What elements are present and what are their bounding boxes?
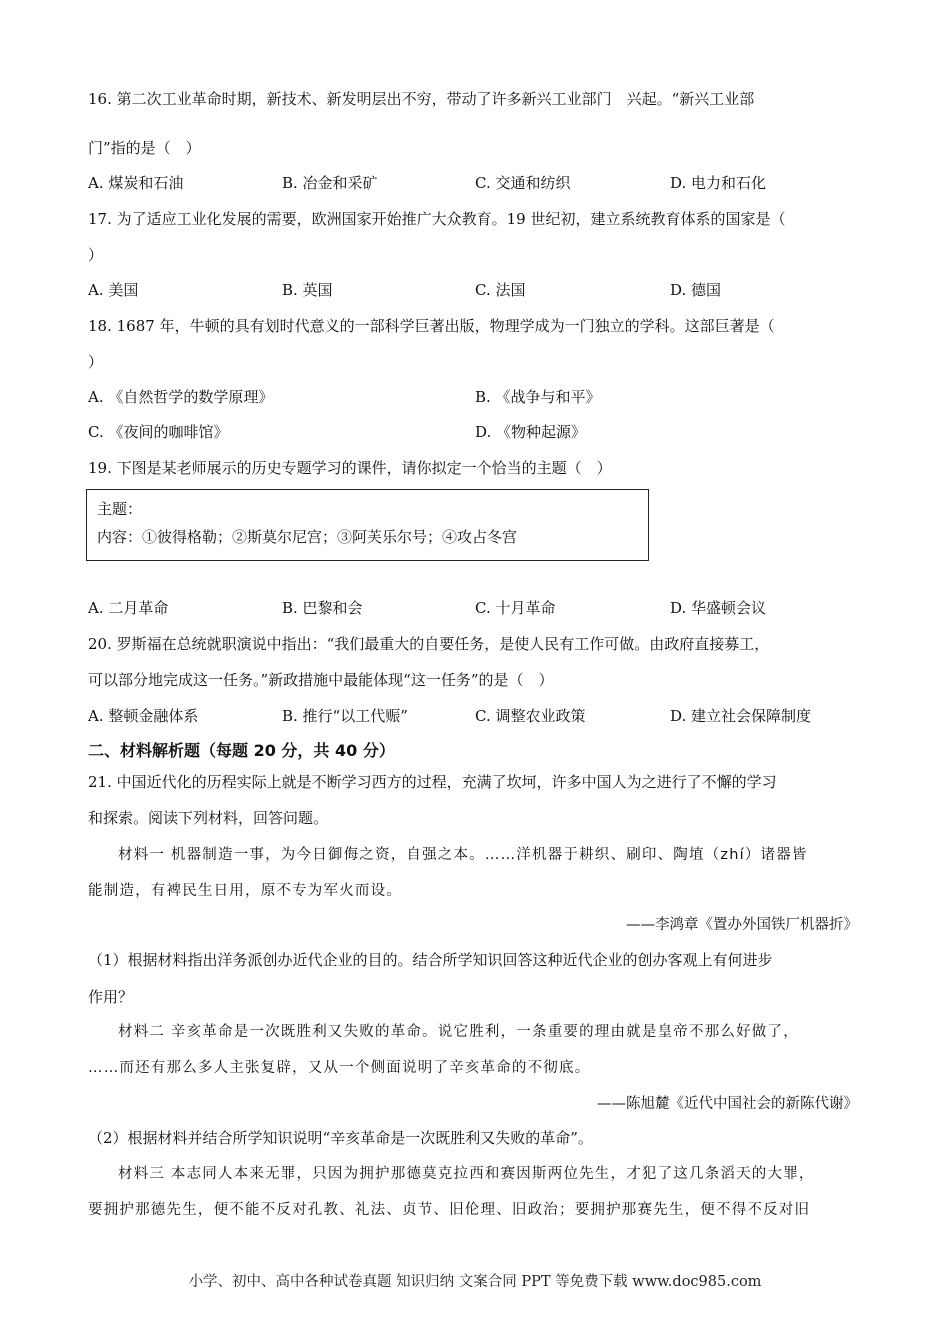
q16-stem-line1: 16. 第二次工业革命时期，新技术、新发明层出不穷，带动了许多新兴工业部门 兴起。“新兴工业部	[88, 90, 755, 108]
q19-box-content: 内容：①彼得格勒；②斯莫尔尼宫；③阿芙乐尔号；④攻占冬宫	[97, 528, 518, 546]
q16-stem-line2: 门”指的是（ ）	[88, 139, 201, 157]
q21-sub2: （2）根据材料并结合所学知识说明“辛亥革命是一次既胜利又失败的革命”。	[88, 1129, 593, 1147]
q21-stem-line2: 和探索。阅读下列材料，回答问题。	[88, 809, 329, 827]
q18-option-d: D. 《物种起源》	[475, 423, 587, 441]
page-footer: 小学、初中、高中各种试卷真题 知识归纳 文案合同 PPT 等免费下载 www.doc985.com	[188, 1274, 762, 1290]
q17-option-d: D. 德国	[670, 281, 722, 299]
q17-stem-line1: 17. 为了适应工业化发展的需要，欧洲国家开始推广大众教育。19 世纪初，建立系统教育体系的国家是（	[88, 210, 786, 228]
q19-stem: 19. 下图是某老师展示的历史专题学习的课件，请你拟定一个恰当的主题（ ）	[88, 459, 612, 477]
q16-option-c: C. 交通和纺织	[475, 174, 571, 192]
q18-option-c: C. 《夜间的咖啡馆》	[88, 423, 229, 441]
q19-option-b: B. 巴黎和会	[282, 599, 363, 617]
q16-option-b: B. 冶金和采矿	[282, 174, 378, 192]
q19-option-d: D. 华盛顿会议	[670, 599, 767, 617]
q20-option-c: C. 调整农业政策	[475, 707, 586, 725]
material-3-line1: 材料三 本志同人本来无罪，只因为拥护那德莫克拉西和赛因斯两位先生，才犯了这几条滔天的大罪，	[118, 1166, 815, 1182]
q20-option-d: D. 建立社会保障制度	[670, 707, 812, 725]
q17-option-a: A. 美国	[88, 281, 139, 299]
material-2-source: ——陈旭麓《近代中国社会的新陈代谢》	[597, 1096, 858, 1112]
q18-option-a: A. 《自然哲学的数学原理》	[88, 388, 274, 406]
q20-stem-line2: 可以部分地完成这一任务。”新政措施中最能体现“这一任务”的是（ ）	[88, 671, 554, 689]
q17-option-c: C. 法国	[475, 281, 526, 299]
q19-box-topic: 主题：	[97, 500, 143, 518]
q17-option-b: B. 英国	[282, 281, 333, 299]
q16-option-a: A. 煤炭和石油	[88, 174, 184, 192]
q19-option-c: C. 十月革命	[475, 599, 556, 617]
material-1-line2: 能制造，有裨民生日用，原不专为军火而设。	[88, 883, 402, 899]
material-2-line2: ……而还有那么多人主张复辟，又从一个侧面说明了辛亥革命的不彻底。	[88, 1060, 591, 1076]
section-heading: 二、材料解析题（每题 20 分，共 40 分）	[88, 741, 395, 760]
q18-option-b: B. 《战争与和平》	[475, 388, 601, 406]
material-1-source: ——李鸿章《置办外国铁厂机器折》	[626, 917, 858, 933]
q17-stem-line2: ）	[88, 246, 104, 264]
q16-option-d: D. 电力和石化	[670, 174, 767, 192]
q20-option-a: A. 整顿金融体系	[88, 707, 199, 725]
q18-stem-line2: ）	[88, 353, 104, 371]
q21-sub1-line2: 作用？	[88, 988, 134, 1006]
material-1-line1: 材料一 机器制造一事，为今日御侮之资，自强之本。……洋机器于耕织、刷印、陶埴（zhí）诸器皆	[118, 847, 808, 863]
material-2-line1: 材料二 辛亥革命是一次既胜利又失败的革命。说它胜利，一条重要的理由就是皇帝不那么好做了，	[118, 1024, 799, 1040]
q21-stem-line1: 21. 中国近代化的历程实际上就是不断学习西方的过程，充满了坎坷，许多中国人为之进行了不懈的学习	[88, 773, 777, 791]
q20-option-b: B. 推行“以工代赈”	[282, 707, 408, 725]
q20-stem-line1: 20. 罗斯福在总统就职演说中指出：“我们最重大的自要任务，是使人民有工作可做。由政府直接募工，	[88, 635, 770, 653]
q21-sub1-line1: （1）根据材料指出洋务派创办近代企业的目的。结合所学知识回答这种近代企业的创办客观上有何进步	[88, 951, 773, 969]
material-3-line2: 要拥护那德先生，便不能不反对孔教、礼法、贞节、旧伦理、旧政治；要拥护那赛先生，便不得不反对旧	[88, 1202, 811, 1218]
q19-option-a: A. 二月革命	[88, 599, 169, 617]
q19-courseware-box	[86, 489, 649, 561]
q18-stem-line1: 18. 1687 年，牛顿的具有划时代意义的一部科学巨著出版，物理学成为一门独立的学科。这部巨著是（	[88, 317, 775, 335]
